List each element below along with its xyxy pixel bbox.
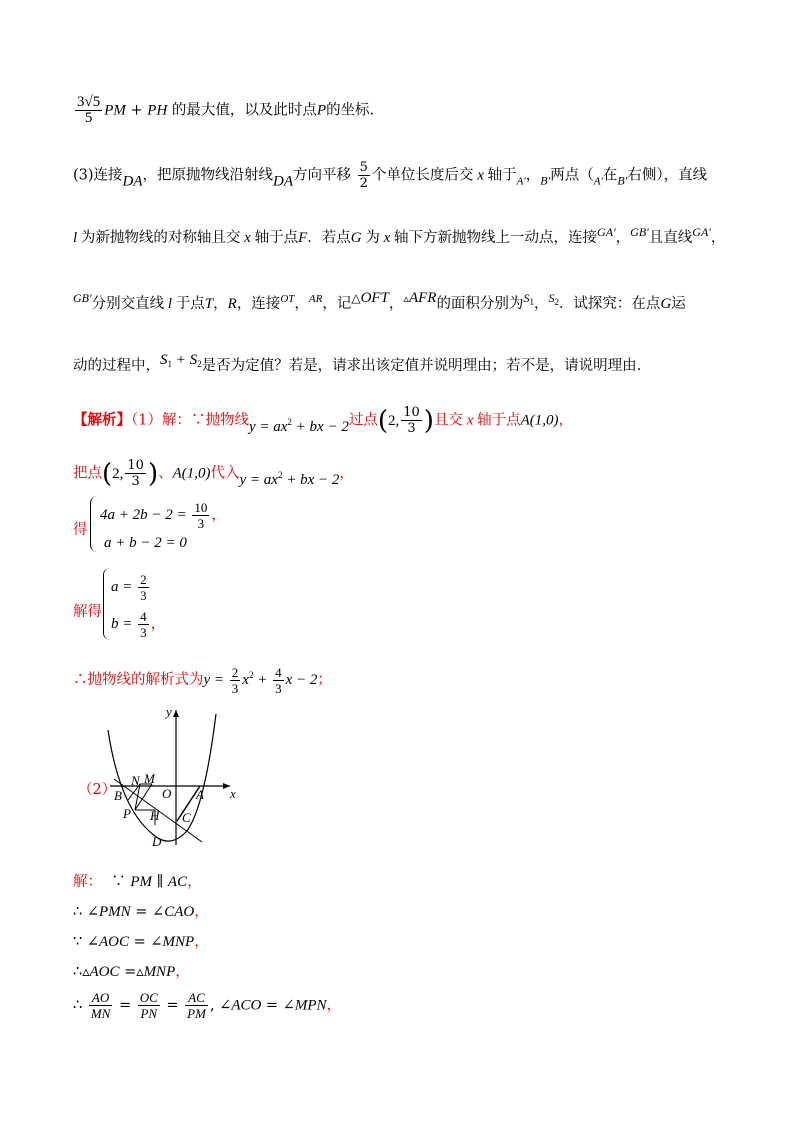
solution-conclusion: ∴抛物线的解析式为y = $\frac{2}{3}$ $x^2$ + $\frac{4}{3}$ x − 2； <box>73 665 332 696</box>
part-2-label: （2） <box>78 782 117 798</box>
parabola-curve <box>108 714 216 841</box>
label-c: C <box>182 810 191 825</box>
problem-line-3: l 为新抛物线的对称轴且交 x 轴于点F．若点G 为 x 轴下方新抛物线上一动点，连接$^{GA'}$，$^{GB'}$且直线$^{GA'}$， <box>73 225 726 246</box>
system-brace-2 <box>103 568 110 640</box>
solution-line-2: 把点(2, $\frac{10}{3}$ )、A(1,0)代入$y = ax^2$ + bx − 2， <box>73 458 354 489</box>
label-solve: 解得 <box>73 604 102 620</box>
label-y: y <box>166 704 172 719</box>
label-m: M <box>144 771 155 786</box>
solution-2-line-3: ∵ ∠AOC = ∠MNP， <box>73 934 209 950</box>
solution-2-line-4: ∴▵AOC =▵MNP， <box>73 964 190 980</box>
label-p: P <box>123 806 131 821</box>
solution-2-line-5: ∴ $\frac{AO}{MN}$ = $\frac{OC}{PN}$ = $\frac{AC}{PM}$ , ∠ACO = ∠MPN， <box>73 990 342 1021</box>
solution-line-1: 【解析】（1）解：∵抛物线$y = ax^2$ + bx − 2过点(2, $\frac{10}{3}$ )且交 x 轴于点A(1,0)， <box>73 405 574 436</box>
y-axis-arrow <box>173 710 179 717</box>
system-2-eq-2: b = $\frac{4}{3}$ ， <box>111 609 166 640</box>
label-d: D <box>152 834 162 849</box>
problem-line-5: 动的过程中，$S_1 + S_2$是否为定值？若是，请求出该定值并说明理由；若不是，请说明理由. <box>73 352 642 374</box>
system-brace-1 <box>90 496 97 552</box>
label-x: x <box>230 786 236 801</box>
coef-fraction: $\frac{3√5}{5}$ <box>77 94 101 126</box>
system-1-eq-1: 4a + 2b − 2 = $\frac{10}{3}$ ， <box>100 500 227 531</box>
parabola-figure <box>100 700 240 850</box>
solution-2-line-2: ∴ ∠PMN = ∠CAO， <box>73 904 209 920</box>
label-get: 得 <box>73 522 88 538</box>
system-2-eq-1: a = $\frac{2}{3}$ <box>111 572 147 603</box>
problem-line-4: $^{GB'}$分别交直线 l 于点T，R，连接$^{OT}$，$^{AR}$，记$^{\triangle OFT}$，$^{▵AFR}$的面积分别为$^{S_1}$，$^{S_2}$．试探究：在点G运 <box>73 290 686 312</box>
label-a: A <box>196 787 204 802</box>
solution-2-line-1: 解： ∵ PM ∥ AC， <box>73 874 202 890</box>
label-h: H <box>150 808 160 823</box>
system-1-eq-2: a + b − 2 = 0 <box>104 535 187 551</box>
x-axis-arrow <box>223 783 230 789</box>
label-o: O <box>162 786 172 801</box>
problem-line-1: $\frac{3√5}{5}$ PM + PH 的最大值，以及此时点P的坐标. <box>77 94 375 126</box>
label-b: B <box>114 788 122 803</box>
problem-line-2: (3)连接DA，把原抛物线沿射线DA方向平移 $\frac{5}{2}$ 个单位长度后交 x 轴于$_{A'}$，$_{B'}$两点（$_{A'}$在$_{B'}$右侧），直线 <box>73 160 708 191</box>
label-n: N <box>131 773 140 788</box>
